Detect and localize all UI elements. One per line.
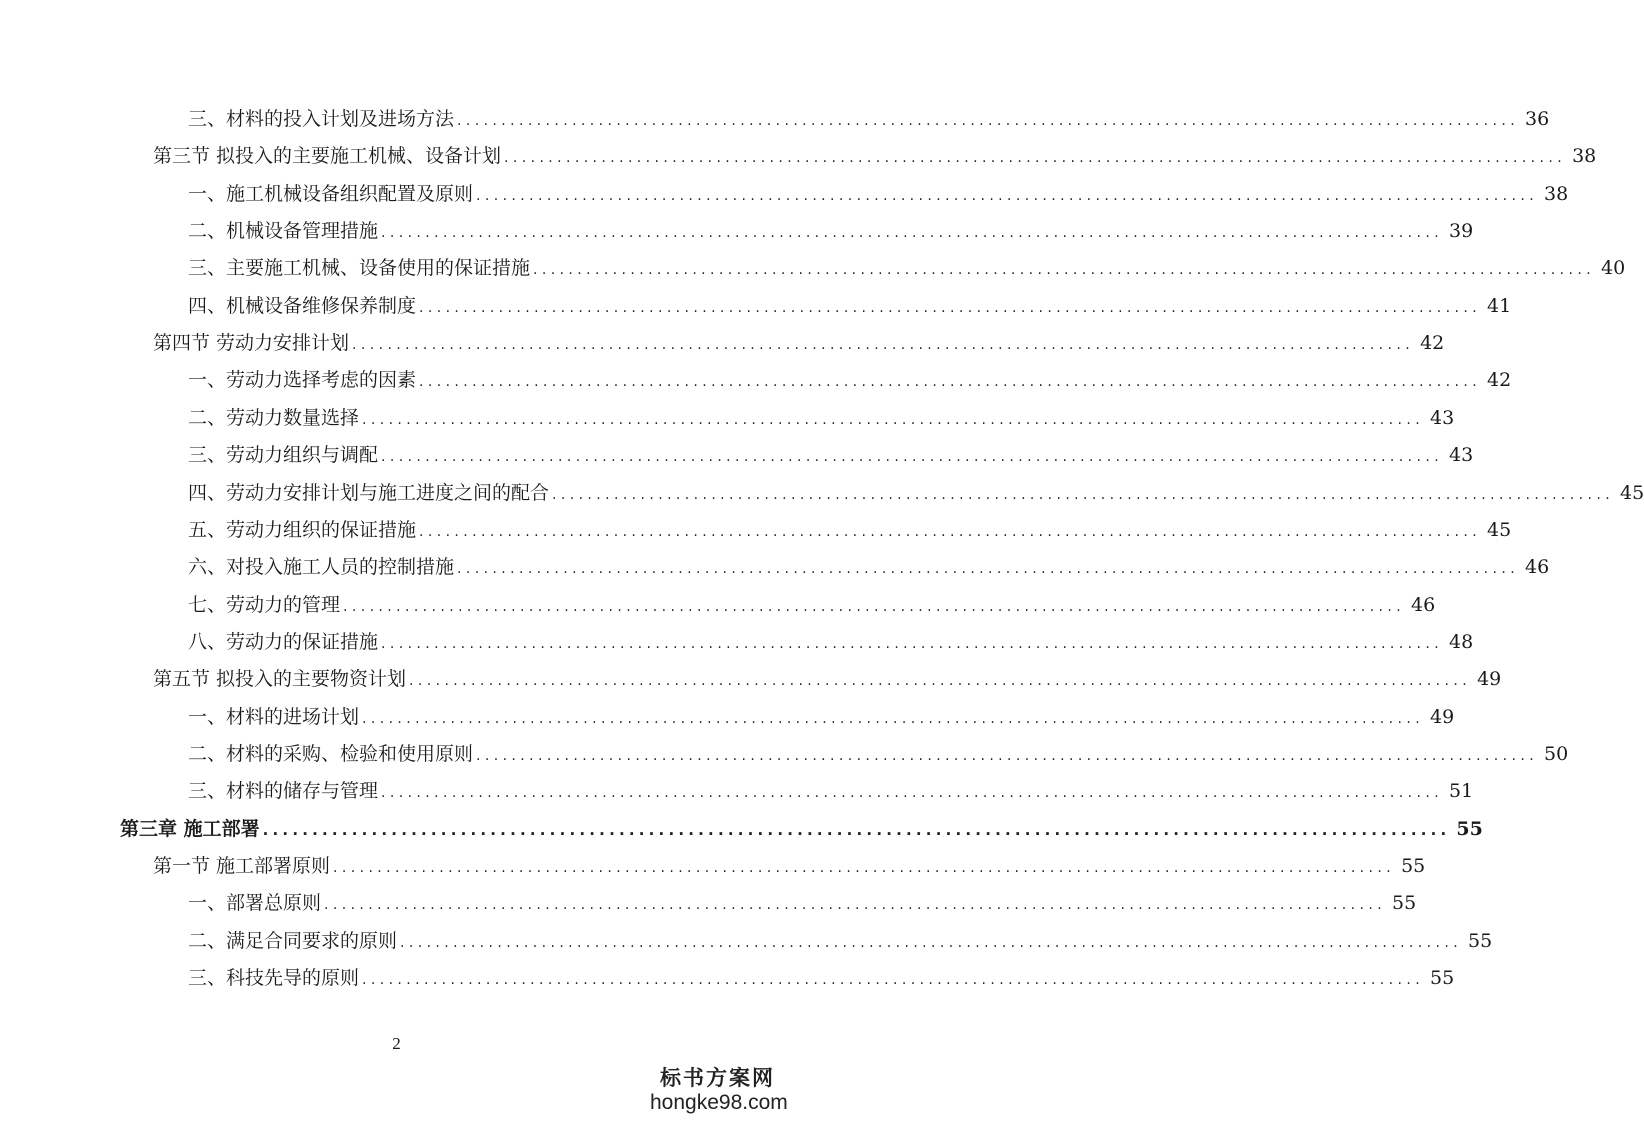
toc-dot-leader: ........................................................................................................................ — [457, 561, 1520, 578]
toc-entry — [153, 328, 1445, 358]
toc-entry — [188, 365, 1512, 395]
toc-entry — [188, 179, 1569, 209]
toc-dot-leader: ........................................................................................................................ — [333, 860, 1396, 876]
toc-dot-leader: ........................................................................................................................ — [362, 972, 1425, 989]
toc-entry-label: 第四节 劳动力安排计划 — [153, 332, 350, 355]
toc-entry-page: 55 — [1392, 892, 1417, 915]
toc-entry-page: 42 — [1420, 332, 1445, 355]
toc-entry-page: 50 — [1544, 742, 1569, 765]
toc-entry — [188, 552, 1550, 582]
toc-entry — [188, 216, 1474, 246]
watermark-title: 标书方案网 — [660, 1065, 775, 1090]
toc-dot-leader: ........................................................................................................................ — [381, 785, 1444, 802]
toc-entry-label: 第一节 施工部署原则 — [153, 855, 331, 877]
toc-entry-page: 49 — [1477, 668, 1502, 691]
toc-entry-label: 七、劳动力的管理 — [188, 593, 341, 616]
page-number: 2 — [392, 1034, 401, 1053]
toc-dot-leader: ........................................................................................................................ — [343, 598, 1406, 615]
toc-entry-page: 42 — [1487, 369, 1512, 392]
toc-entry-label: 五、劳动力组织的保证措施 — [188, 518, 417, 541]
toc-entry-label: 四、劳动力安排计划与施工进度之间的配合 — [188, 481, 550, 504]
toc-entry — [188, 104, 1550, 134]
toc-dot-leader: ........................................................................................................................ — [400, 934, 1463, 951]
toc-entry — [188, 291, 1512, 321]
toc-entry — [153, 141, 1597, 171]
toc-entry-page: 43 — [1449, 444, 1474, 467]
toc-entry-page: 39 — [1449, 220, 1474, 243]
watermark-logo — [650, 1065, 788, 1118]
watermark-url: hongke98.com — [650, 1091, 788, 1114]
toc-entry-label: 第三章 施工部署 — [120, 817, 260, 840]
toc-dot-leader: ........................................................................................................................ — [352, 337, 1415, 354]
toc-entry-page: 55 — [1401, 855, 1426, 877]
toc-dot-leader: ........................................................................................................................ — [381, 635, 1444, 652]
toc-entry-label: 三、科技先导的原则 — [188, 967, 360, 990]
toc-entry-label: 三、主要施工机械、设备使用的保证措施 — [188, 257, 531, 280]
toc-entry-page: 41 — [1487, 294, 1512, 317]
toc-entry-label: 一、部署总原则 — [188, 892, 322, 915]
toc-dot-leader: ........................................................................................................................ — [362, 710, 1425, 727]
toc-entry — [188, 926, 1493, 956]
toc-entry — [188, 963, 1455, 993]
toc-entry-label: 六、对投入施工人员的控制措施 — [188, 556, 455, 579]
toc-entry — [188, 478, 1644, 508]
toc-dot-leader: ........................................................................................................................ — [476, 747, 1539, 764]
toc-entry-label: 八、劳动力的保证措施 — [188, 630, 379, 653]
toc-dot-leader: ........................................................................................................................ — [324, 897, 1387, 914]
toc-entry — [153, 851, 1426, 881]
toc-entry — [188, 253, 1626, 283]
toc-entry — [188, 590, 1436, 620]
toc-entry-page: 46 — [1525, 556, 1550, 579]
toc-entry-page: 49 — [1430, 705, 1455, 728]
toc-entry-page: 45 — [1620, 481, 1644, 504]
toc-dot-leader: ........................................................................................................................ — [476, 187, 1539, 204]
toc-dot-leader: ........................................................................................................................ — [504, 150, 1567, 167]
toc-dot-leader: ........................................................................................................................ — [552, 486, 1615, 503]
toc-entry — [153, 664, 1502, 694]
toc-entry-label: 一、施工机械设备组织配置及原则 — [188, 182, 474, 205]
toc-entry — [188, 739, 1569, 769]
toc-entry-page: 51 — [1449, 780, 1474, 803]
toc-entry — [188, 627, 1474, 657]
toc-entry-page: 38 — [1544, 182, 1569, 205]
toc-entry-label: 一、材料的进场计划 — [188, 705, 360, 728]
toc-entry — [188, 888, 1417, 918]
toc-dot-leader: ........................................................................................................................ — [419, 374, 1482, 391]
toc-entry-label: 二、满足合同要求的原则 — [188, 929, 398, 952]
toc-dot-leader: ........................................................................................................................ — [419, 523, 1482, 540]
toc-entry-label: 四、机械设备维修保养制度 — [188, 294, 417, 317]
toc-entry — [188, 440, 1474, 470]
toc-entry-label: 第三节 拟投入的主要施工机械、设备计划 — [153, 145, 502, 168]
toc-entry-page: 45 — [1487, 518, 1512, 541]
toc-dot-leader: ........................................................................................................................ — [262, 820, 1451, 839]
toc-dot-leader: ........................................................................................................................ — [381, 449, 1444, 466]
toc-entry-page: 48 — [1449, 630, 1474, 653]
toc-entry-label: 二、劳动力数量选择 — [188, 406, 360, 429]
toc-entry-page: 36 — [1525, 108, 1550, 130]
toc-entry — [120, 814, 1483, 844]
toc-dot-leader: ........................................................................................................................ — [419, 299, 1482, 316]
toc-dot-leader: ........................................................................................................................ — [362, 411, 1425, 428]
toc-entry — [188, 403, 1455, 433]
toc-entry-page: 55 — [1456, 817, 1483, 840]
toc-dot-leader: ........................................................................................................................ — [533, 262, 1596, 279]
toc-entry-label: 三、材料的储存与管理 — [188, 780, 379, 803]
toc-entry-label: 三、材料的投入计划及进场方法 — [188, 108, 455, 130]
toc-entry-label: 第五节 拟投入的主要物资计划 — [153, 668, 407, 691]
toc-entry-label: 二、材料的采购、检验和使用原则 — [188, 742, 474, 765]
toc-entry — [188, 702, 1455, 732]
toc-entry — [188, 776, 1474, 806]
toc-entry-page: 40 — [1601, 257, 1626, 280]
toc-entry-label: 二、机械设备管理措施 — [188, 220, 379, 243]
toc-entry-label: 一、劳动力选择考虑的因素 — [188, 369, 417, 392]
toc-dot-leader: ........................................................................................................................ — [457, 113, 1520, 129]
toc-dot-leader: ........................................................................................................................ — [409, 673, 1472, 690]
toc-entry-page: 46 — [1411, 593, 1436, 616]
toc-entry-page: 43 — [1430, 406, 1455, 429]
toc-entry — [188, 515, 1512, 545]
toc-entry-page: 38 — [1572, 145, 1597, 168]
toc-entry-page: 55 — [1468, 929, 1493, 952]
toc-entry-page: 55 — [1430, 967, 1455, 990]
toc-entry-label: 三、劳动力组织与调配 — [188, 444, 379, 467]
toc-dot-leader: ........................................................................................................................ — [381, 225, 1444, 242]
